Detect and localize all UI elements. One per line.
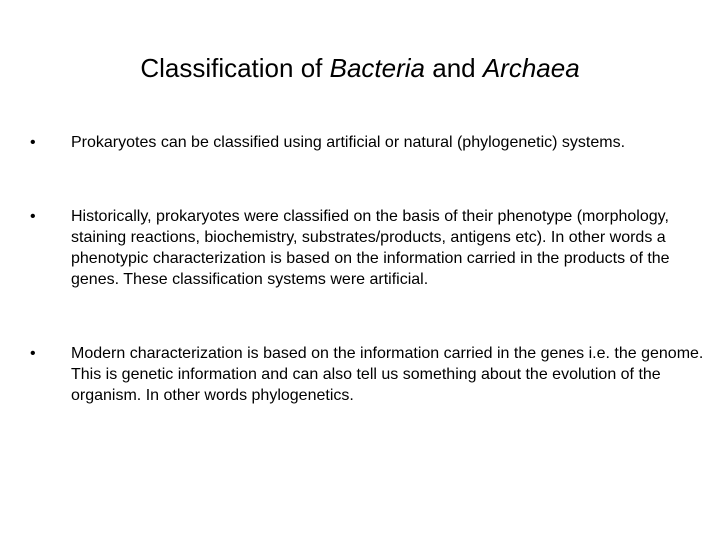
title-text-1: Classification of (140, 53, 330, 83)
bullet-dot-icon: • (30, 345, 36, 362)
bullet-text: Historically, prokaryotes were classified on the basis of their phenotype (morphology, staining reactions, biochemistry, substrates/products, antigens etc). In other words a phenotypic characterization is based on the information carried in the products of the genes. These classification systems were artificial. (71, 208, 670, 288)
bullet-text: Modern characterization is based on the information carried in the genes i.e. the genome. This is genetic information and can also tell us something about the evolution of the organism. In other words phylogenetics. (71, 345, 704, 404)
bullet-dot-icon: • (30, 134, 36, 151)
title-italic-archaea: Archaea (482, 53, 580, 83)
bullet-dot-icon: • (30, 208, 36, 225)
title-italic-bacteria: Bacteria (329, 53, 426, 83)
title-text-2: and (425, 53, 483, 83)
slide-title (0, 50, 720, 86)
bullet-text: Prokaryotes can be classified using artificial or natural (phylogenetic) systems. (71, 134, 626, 151)
